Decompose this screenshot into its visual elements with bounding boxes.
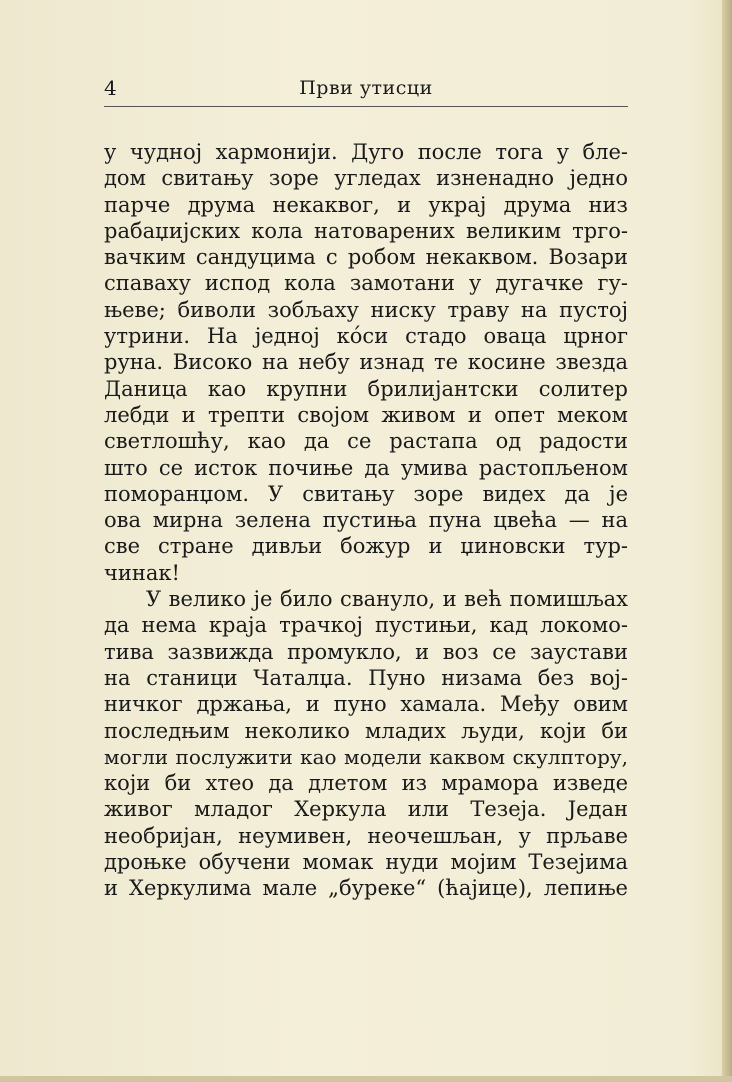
running-title: Први утисци bbox=[299, 77, 433, 99]
text-line: у чудној хармонији. Дуго после тога у бле- bbox=[104, 140, 628, 164]
page-edge bbox=[722, 0, 732, 1082]
text-line: У велико је било свануло, и већ помишљах bbox=[146, 587, 628, 612]
text-line: на станици Чаталџа. Пуно низама без вој- bbox=[104, 665, 628, 690]
text-line: чинак! bbox=[104, 560, 180, 585]
body-text bbox=[104, 139, 628, 902]
text-line: све стране дивљи божур и џиновски тур- bbox=[104, 534, 628, 559]
text-line: што се исток почиње да умива растопљеном bbox=[104, 455, 628, 480]
text-line: Даница као крупни брилијантски солитер bbox=[104, 376, 628, 401]
text-line: утрини. На једној ко́си стадо оваца црног bbox=[104, 324, 628, 349]
text-line: дом свитању зоре угледах изненадно једно bbox=[104, 166, 628, 191]
text-line: необријан, неумивен, неочешљан, у прљаве bbox=[104, 823, 628, 848]
text-line: поморанџом. У свитању зоре видех да је bbox=[104, 481, 628, 506]
text-line: рабаџијских кола натоварених великим трго- bbox=[104, 218, 628, 243]
header-rule bbox=[104, 106, 628, 107]
page-header bbox=[104, 76, 628, 102]
text-line: лебди и трепти својом живом и опет меком bbox=[104, 402, 628, 427]
text-line: руна. Високо на небу изнад те косине звезда bbox=[104, 350, 628, 375]
text-line: ова мирна зелена пустиња пуна цвећа — на bbox=[104, 508, 628, 533]
text-line: могли послужити као модели каквом скулптору, bbox=[104, 744, 628, 769]
text-line: и Херкулима мале „буреке“ (ћајице), лепиње bbox=[104, 876, 628, 901]
text-line: који би хтео да длетом из мрамора изведе bbox=[104, 771, 628, 796]
text-line: живог младог Херкула или Тезеја. Један bbox=[104, 797, 628, 822]
text-line: тива зазвиждa промукло, и воз се заустави bbox=[104, 639, 628, 664]
text-line: ничког држања, и пуно хамала. Међу овим bbox=[104, 692, 628, 717]
text-line: светлошћу, као да се растапа од радости bbox=[104, 429, 628, 454]
page-number: 4 bbox=[104, 76, 117, 100]
text-line: њеве; биволи зобљаху ниску траву на пустој bbox=[104, 297, 628, 322]
text-line: дроњке обучени момак нуди мојим Тезејима bbox=[104, 850, 628, 875]
text-line: парче друма некаквог, и украј друма низ bbox=[104, 192, 628, 217]
text-line: да нема краја трачкој пустињи, кад локомо- bbox=[104, 613, 628, 638]
text-line: последњим неколико младих људи, који би bbox=[104, 718, 628, 743]
text-line: вачким сандуцима с робом некаквом. Возари bbox=[104, 245, 628, 270]
text-line: спаваху испод кола замотани у дугачке гу- bbox=[104, 271, 628, 296]
page-bottom-edge bbox=[0, 1076, 732, 1082]
